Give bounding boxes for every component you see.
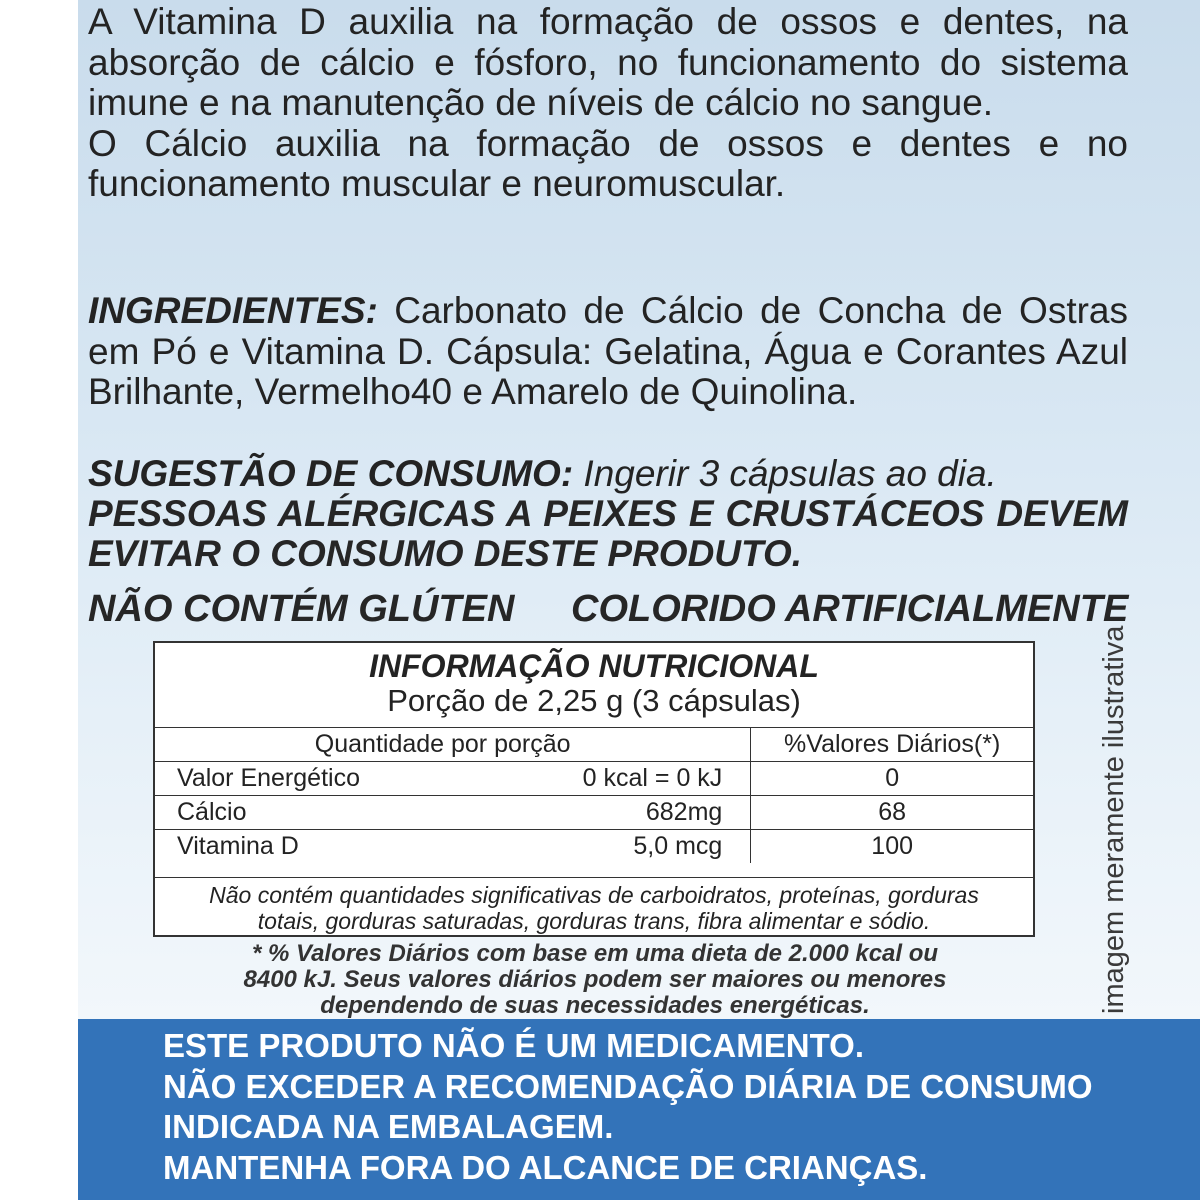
nutrition-title: INFORMAÇÃO NUTRICIONAL <box>369 648 819 684</box>
nutrition-footnote <box>155 877 1033 937</box>
footnote-line: Não contém quantidades significativas de carboidratos, proteínas, gorduras <box>209 882 979 908</box>
daily-note-line: * % Valores Diários com base em uma dieta de 2.000 kcal ou <box>251 940 939 967</box>
table-row <box>155 830 1033 864</box>
nutrient-name: Valor Energético <box>177 764 360 792</box>
nutrient-dv: 0 <box>751 762 1033 796</box>
nutrition-portion: Porção de 2,25 g (3 cápsulas) <box>387 683 801 718</box>
claims-row <box>88 588 1129 630</box>
suggestion-label: SUGESTÃO DE CONSUMO: <box>88 453 574 494</box>
suggestion-text: Ingerir 3 cápsulas ao dia. <box>583 453 997 494</box>
header-daily-values: %Valores Diários(*) <box>751 728 1033 762</box>
nutrient-amount: 682mg <box>645 798 723 826</box>
calcium-claim: O Cálcio auxilia na formação de ossos e dentes e no funcionamento muscular e neuromuscular. <box>88 122 1128 204</box>
table-header-row <box>155 728 1033 762</box>
nutrient-dv: 100 <box>751 830 1033 864</box>
daily-note-line: dependendo de suas necessidades energéticas. <box>320 992 870 1019</box>
banner-line: ESTE PRODUTO NÃO É UM MEDICAMENTO. <box>163 1027 864 1064</box>
nutrition-facts-table <box>153 641 1035 937</box>
nutrient-name: Cálcio <box>177 798 247 826</box>
header-quantity: Quantidade por porção <box>314 730 571 758</box>
ingredients-text: Carbonato de Cálcio de Concha de Ostras em Pó e Vitamina D. Cápsula: Gelatina, Água e Corantes Azul Brilhante, Vermelho40 e Amarelo de Quinolina. <box>88 290 1128 412</box>
nutrient-amount: 0 kcal = 0 kJ <box>582 764 723 792</box>
nutrition-grid <box>155 727 1033 863</box>
illustrative-image-note: imagem meramente ilustrativa <box>1098 625 1130 1014</box>
allergy-warning: PESSOAS ALÉRGICAS A PEIXES E CRUSTÁCEOS DEVEM EVITAR O CONSUMO DESTE PRODUTO. <box>88 493 1128 574</box>
banner-line: MANTENHA FORA DO ALCANCE DE CRIANÇAS. <box>163 1148 928 1186</box>
nutrient-name: Vitamina D <box>177 832 299 860</box>
vitamin-d-claim: A Vitamina D auxilia na formação de ossos e dentes, na absorção de cálcio e fósforo, no funcionamento do sistema imune e na manutenção de níveis de cálcio no sangue. <box>88 1 1128 123</box>
ingredients-label: INGREDIENTES: <box>88 290 378 331</box>
nutrient-amount: 5,0 mcg <box>633 832 723 860</box>
footnote-line: totais, gorduras saturadas, gorduras trans, fibra alimentar e sódio. <box>257 908 931 934</box>
table-row <box>155 796 1033 830</box>
gluten-free-claim: NÃO CONTÉM GLÚTEN <box>88 588 515 630</box>
ingredients-section <box>88 291 1128 413</box>
intro-text <box>88 2 1128 205</box>
banner-line: NÃO EXCEDER A RECOMENDAÇÃO DIÁRIA DE CONSUMO <box>163 1067 1093 1105</box>
daily-values-note <box>160 941 1030 1019</box>
table-row <box>155 762 1033 796</box>
nutrient-dv: 68 <box>751 796 1033 830</box>
warning-banner-text <box>163 1026 1163 1188</box>
banner-line: INDICADA NA EMBALAGEM. <box>163 1108 614 1145</box>
daily-note-line: 8400 kJ. Seus valores diários podem ser maiores ou menores <box>243 966 947 993</box>
suggestion-section <box>88 454 1128 494</box>
artificial-color-claim: COLORIDO ARTIFICIALMENTE <box>571 588 1129 630</box>
